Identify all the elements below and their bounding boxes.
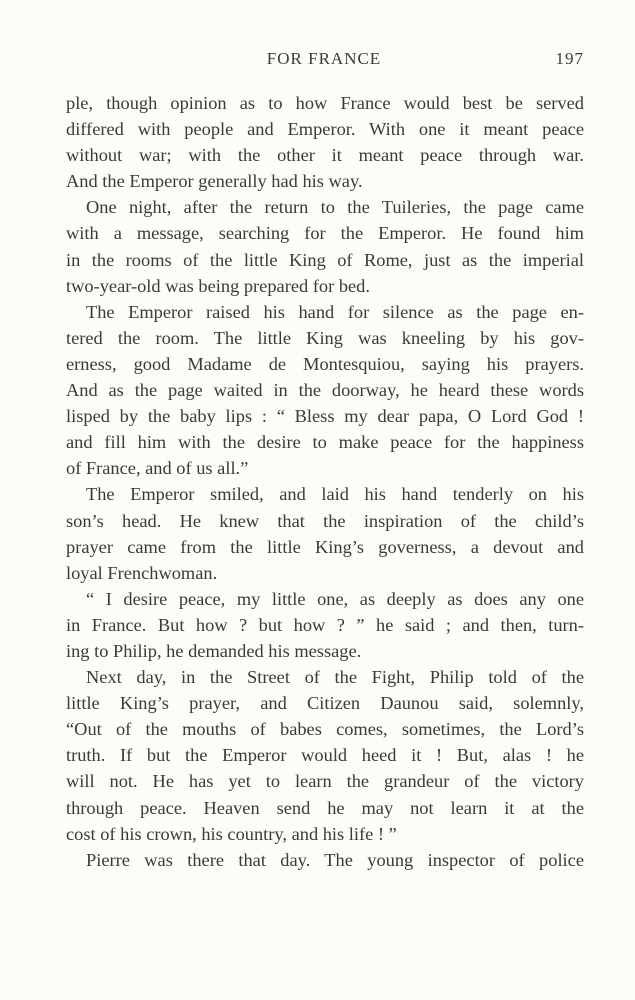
- text-line: The Emperor raised his hand for silence as the page en-: [86, 301, 584, 322]
- text-line: The Emperor smiled, and laid his hand tenderly on his: [86, 484, 584, 505]
- text-line: erness, good Madame de Montesquiou, saying his prayers.: [66, 353, 584, 374]
- text-line: loyal Frenchwoman.: [66, 562, 218, 583]
- text-line: little King’s prayer, and Citizen Daunou said, solemnly,: [66, 693, 584, 714]
- text-line: Next day, in the Street of the Fight, Philip told of the: [86, 667, 584, 688]
- text-line: tered the room. The little King was kneeling by his gov-: [66, 327, 584, 348]
- text-line: of France, and of us all.”: [66, 458, 249, 479]
- text-line: two-year-old was being prepared for bed.: [66, 275, 370, 296]
- text-line: without war; with the other it meant peace through war.: [66, 145, 584, 166]
- text-line: and fill him with the desire to make peace for the happiness: [66, 432, 584, 453]
- text-line: lisped by the baby lips : “ Bless my dear papa, O Lord God !: [66, 406, 584, 427]
- text-line: prayer came from the little King’s governess, a devout and: [66, 536, 584, 557]
- text-line: And as the page waited in the doorway, he heard these words: [66, 380, 584, 401]
- text-line: in France. But how ? but how ? ” he said ; and then, turn-: [66, 614, 584, 635]
- text-line: truth. If but the Emperor would heed it ! But, alas ! he: [66, 745, 584, 766]
- text-line: differed with people and Emperor. With one it meant peace: [66, 119, 584, 140]
- text-line: son’s head. He knew that the inspiration of the child’s: [66, 510, 584, 531]
- text-line: Pierre was there that day. The young inspector of police: [86, 849, 584, 870]
- text-line: ple, though opinion as to how France would best be served: [66, 93, 584, 113]
- text-line: with a message, searching for the Emperor. He found him: [66, 223, 584, 244]
- text-line: will not. He has yet to learn the grandeur of the victory: [66, 771, 584, 792]
- text-line: One night, after the return to the Tuileries, the page came: [86, 197, 584, 218]
- running-title: FOR FRANCE: [266, 49, 382, 68]
- page-number: 197: [555, 49, 584, 68]
- text-line: through peace. Heaven send he may not learn it at the: [66, 797, 584, 818]
- text-line: in the rooms of the little King of Rome, just as the imperial: [66, 249, 584, 270]
- text-line: And the Emperor generally had his way.: [66, 171, 363, 192]
- running-head: [64, 47, 584, 71]
- text-line: cost of his crown, his country, and his life ! ”: [66, 823, 397, 844]
- text-line: “Out of the mouths of babes comes, sometimes, the Lord’s: [66, 719, 584, 740]
- body-text: [66, 90, 584, 873]
- text-line: “ I desire peace, my little one, as deeply as does any one: [86, 588, 584, 609]
- text-line: ing to Philip, he demanded his message.: [66, 640, 362, 661]
